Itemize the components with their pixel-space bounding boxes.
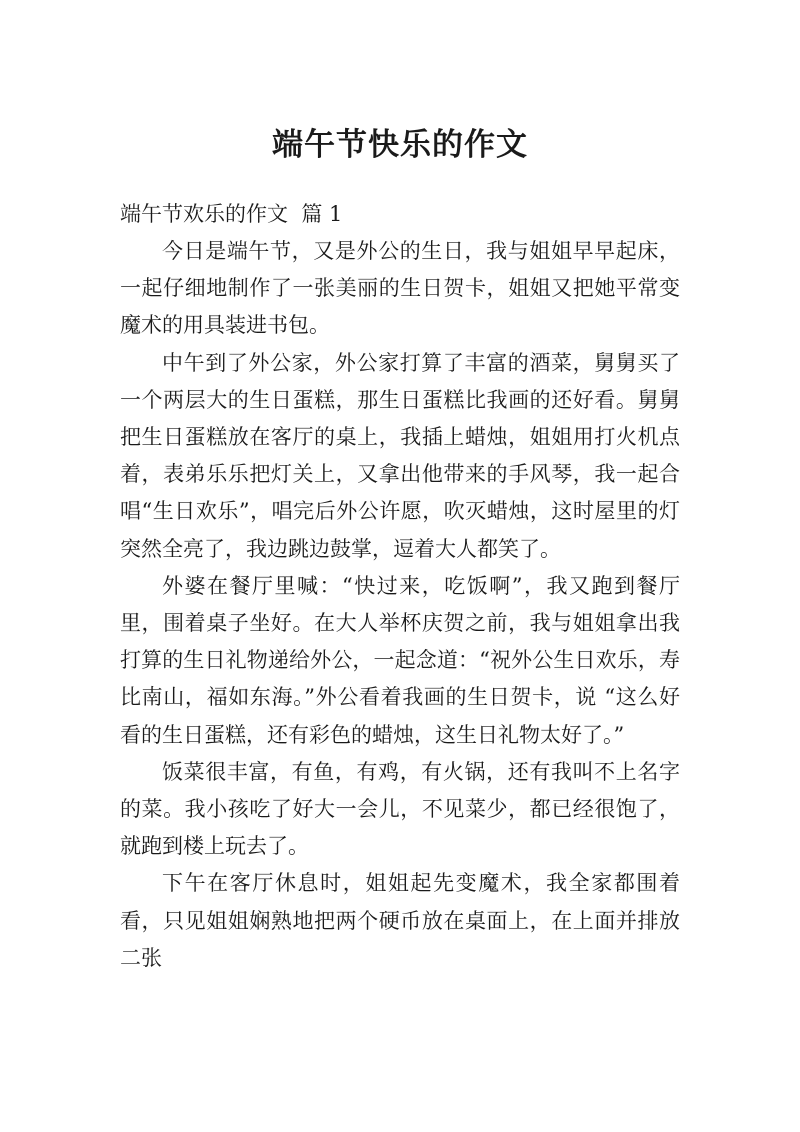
paragraph-1: 今日是端午节，又是外公的生日，我与姐姐早早起床，一起仔细地制作了一张美丽的生日贺卡，姐姐又把她平常变魔术的用具装进书包。 bbox=[120, 239, 680, 338]
paragraph-4: 饭菜很丰富，有鱼，有鸡，有火锅，还有我叫不上名字的菜。我小孩吃了好大一会儿，不见菜少，都已经很饱了，就跑到楼上玩去了。 bbox=[120, 759, 680, 859]
article-body bbox=[120, 233, 680, 977]
paragraph-3: 外婆在餐厅里喊：“快过来，吃饭啊”，我又跑到餐厅里，围着桌子坐好。在大人举杯庆贺之前，我与姐姐拿出我打算的生日礼物递给外公，一起念道：“祝外公生日欢乐，寿比南山，福如东海。”外公看着我画的生日贺卡，说 “这么好看的生日蛋糕，还有彩色的蜡烛，这生日礼物太好了。” bbox=[120, 573, 680, 747]
section-heading: 端午节欢乐的作文 篇 1 bbox=[120, 202, 343, 226]
paragraph-5: 下午在客厅休息时，姐姐起先变魔术，我全家都围着看，只见姐姐娴熟地把两个硬币放在桌面上，在上面并排放二张 bbox=[120, 871, 680, 970]
document-title: 端午节快乐的作文 bbox=[272, 127, 528, 163]
paragraph-2: 中午到了外公家，外公家打算了丰富的酒菜，舅舅买了一个两层大的生日蛋糕，那生日蛋糕比我画的还好看。舅舅把生日蛋糕放在客厅的桌上，我插上蜡烛，姐姐用打火机点着，表弟乐乐把灯关上，又拿出他带来的手风琴，我一起合唱“生日欢乐”，唱完后外公许愿，吹灭蜡烛，这时屋里的灯突然全亮了，我边跳边鼓掌，逗着大人都笑了。 bbox=[120, 350, 680, 561]
